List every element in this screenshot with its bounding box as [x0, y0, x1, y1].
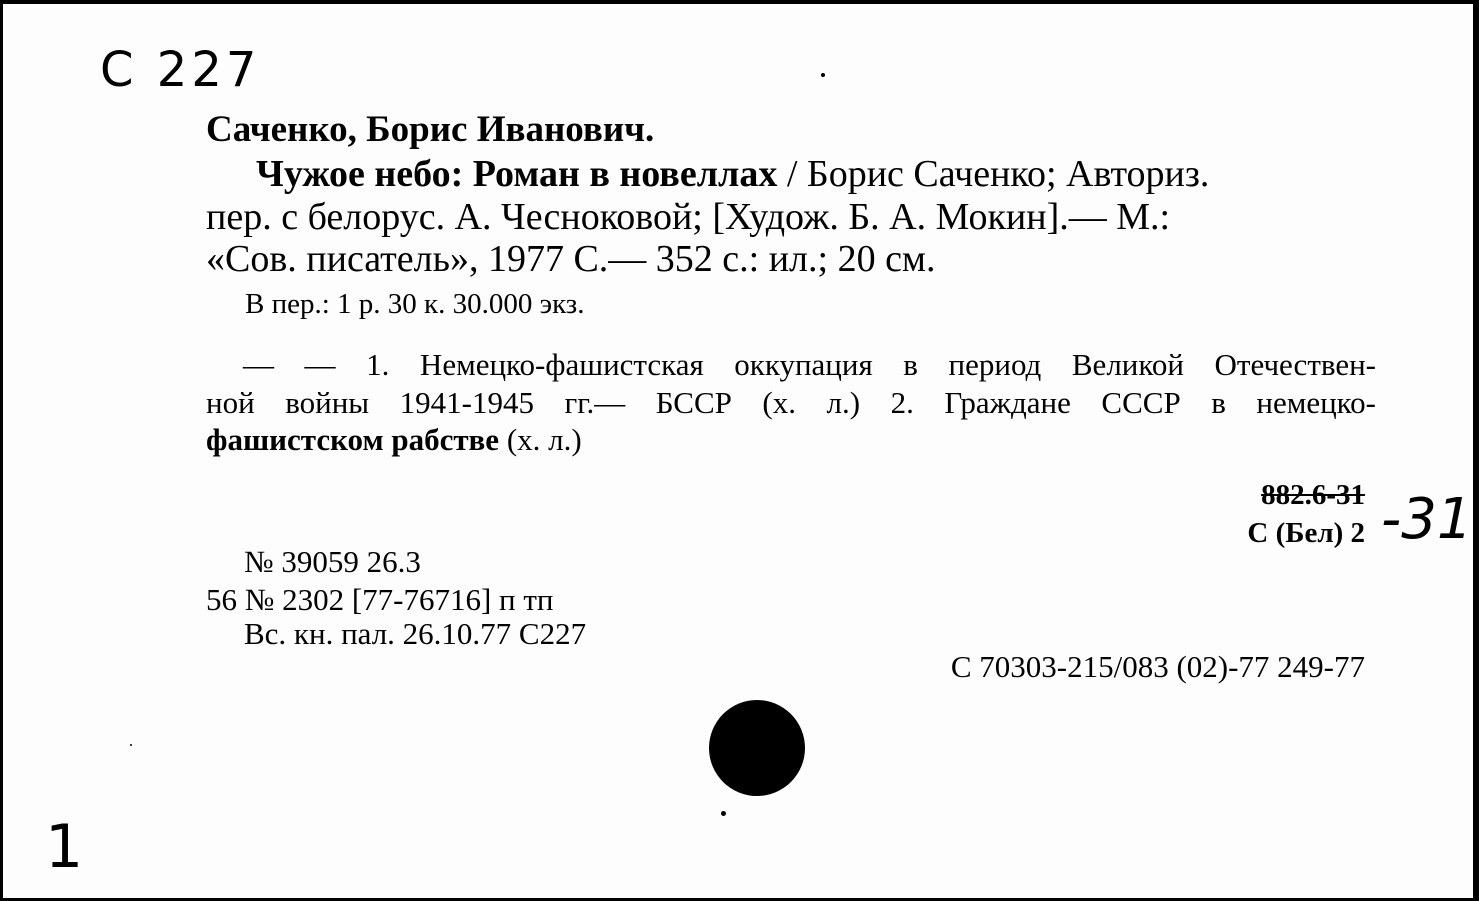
subject-line-3: [206, 422, 1376, 458]
classification-old: 882.6-31: [1261, 479, 1365, 511]
catalog-code: С 70303-215/083 (02)-77 249-77: [950, 649, 1365, 684]
handwritten-classification: -31: [1381, 487, 1473, 552]
classification-new: С (Бел) 2: [1247, 517, 1365, 549]
accession-line-3: Вс. кн. пал. 26.10.77 С227: [244, 616, 587, 651]
handwritten-shelf-mark: С 227: [100, 42, 261, 98]
subject-line-1: — — 1. Немецко-фашистская оккупация в период Великой Отечествен-: [243, 347, 1376, 382]
handwritten-corner-mark: 1: [45, 812, 84, 882]
publication-line: «Сов. писатель», 1977 С.— 352 с.: ил.; 20 см.: [206, 238, 936, 280]
ink-speck: [821, 73, 825, 77]
accession-line-2: 56 № 2302 [77-76716] п тп: [206, 582, 554, 617]
book-title: Чужое небо: Роман в новеллах: [256, 153, 778, 195]
author-heading: Саченко, Борис Иванович.: [206, 109, 655, 150]
ink-speck: [721, 811, 726, 816]
accession-line-1: № 39059 26.3: [244, 544, 421, 579]
subject-rest: (х. л.): [499, 422, 582, 457]
title-statement-rest: / Борис Саченко; Авториз.: [777, 153, 1210, 195]
ink-speck: [130, 744, 132, 746]
responsibility-line: пер. с белорус. А. Чесноковой; [Худож. Б. А. Мокин].— М.:: [206, 196, 1171, 238]
subject-line-2: ной войны 1941-1945 гг.— БССР (х. л.) 2. Граждане СССР в немецко-: [206, 385, 1376, 420]
subject-bold-term: фашистском рабстве: [206, 422, 500, 457]
title-line: [256, 154, 1209, 194]
punch-hole: [709, 700, 805, 796]
price-line: В пер.: 1 р. 30 к. 30.000 экз.: [245, 288, 585, 320]
